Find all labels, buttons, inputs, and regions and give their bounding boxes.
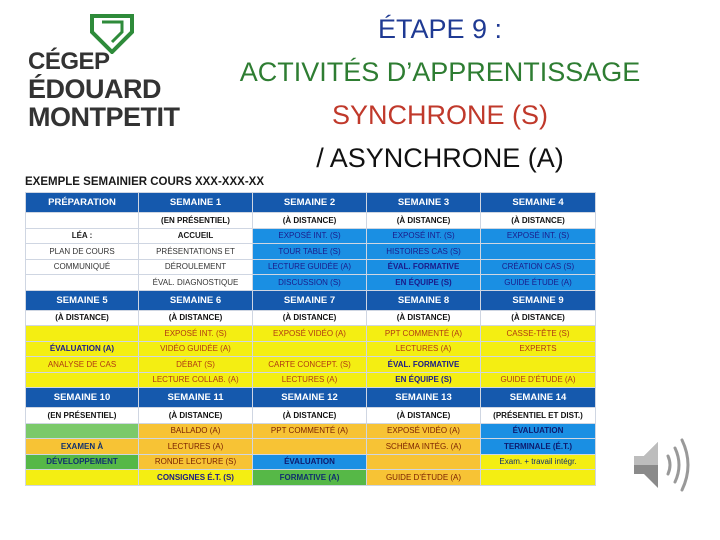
logo-line-3: MONTPETIT	[28, 102, 180, 132]
schedule-row	[26, 341, 596, 357]
activity-cell	[26, 470, 139, 486]
schedule-header-row	[26, 193, 596, 213]
schedule-row	[26, 244, 596, 260]
activity-cell: PRÉSENTATIONS ET	[139, 244, 253, 260]
mode-cell: (EN PRÉSENTIEL)	[139, 213, 253, 229]
activity-cell: EXPOSÉ VIDÉO (A)	[253, 326, 367, 342]
activity-cell: EN ÉQUIPE (S)	[367, 275, 481, 291]
activity-cell: EXPOSÉ VIDÉO (A)	[367, 423, 481, 439]
activity-cell: LECTURE COLLAB. (A)	[139, 372, 253, 388]
header-cell: SEMAINE 1	[139, 193, 253, 213]
activity-cell: EXPOSÉ INT. (S)	[481, 228, 596, 244]
cegep-logo	[28, 14, 180, 132]
schedule-caption: EXEMPLE SEMAINIER COURS XXX-XXX-XX	[25, 176, 264, 188]
activity-cell: DÉROULEMENT	[139, 259, 253, 275]
activity-cell: EXPERTS	[481, 341, 596, 357]
header-cell: SEMAINE 11	[139, 388, 253, 408]
activity-cell	[26, 423, 139, 439]
activity-cell: VIDÉO GUIDÉE (A)	[139, 341, 253, 357]
schedule-table	[25, 192, 596, 486]
header-cell: SEMAINE 6	[139, 290, 253, 310]
activity-cell: CARTE CONCEPT. (S)	[253, 357, 367, 373]
mode-cell: (À DISTANCE)	[139, 310, 253, 326]
activity-cell: HISTOIRES CAS (S)	[367, 244, 481, 260]
activity-cell: EXPOSÉ INT. (S)	[367, 228, 481, 244]
schedule-row	[26, 228, 596, 244]
activity-cell: EN ÉQUIPE (S)	[367, 372, 481, 388]
activity-cell: CONSIGNES É.T. (S)	[139, 470, 253, 486]
activity-cell	[253, 439, 367, 455]
activity-cell: GUIDE D’ÉTUDE (A)	[481, 372, 596, 388]
activity-cell: EXAMEN À	[26, 439, 139, 455]
mode-cell: (À DISTANCE)	[26, 310, 139, 326]
schedule-header-row	[26, 290, 596, 310]
activity-cell: SCHÉMA INTÉG. (A)	[367, 439, 481, 455]
activity-cell: COMMUNIQUÉ	[26, 259, 139, 275]
schedule-row	[26, 423, 596, 439]
schedule-row	[26, 357, 596, 373]
schedule-row	[26, 439, 596, 455]
header-cell: SEMAINE 12	[253, 388, 367, 408]
header-cell: SEMAINE 13	[367, 388, 481, 408]
activity-cell: LECTURES (A)	[367, 341, 481, 357]
activity-cell: ÉVALUATION	[253, 454, 367, 470]
logo-line-1: CÉGEP	[28, 48, 110, 75]
schedule-row	[26, 454, 596, 470]
title-line-2: ACTIVITÉS D’APPRENTISSAGE	[239, 57, 641, 87]
activity-cell: PLAN DE COURS	[26, 244, 139, 260]
activity-cell: EXPOSÉ INT. (S)	[253, 228, 367, 244]
activity-cell: LÉA :	[26, 228, 139, 244]
activity-cell: ACCUEIL	[139, 228, 253, 244]
mode-cell: (PRÉSENTIEL ET DIST.)	[481, 408, 596, 424]
activity-cell: ANALYSE DE CAS	[26, 357, 139, 373]
title-line-1: ÉTAPE 9 :	[377, 14, 503, 44]
activity-cell: ÉVAL. FORMATIVE	[367, 357, 481, 373]
mode-cell	[26, 213, 139, 229]
schedule-header-row	[26, 388, 596, 408]
speaker-icon[interactable]	[628, 432, 696, 503]
header-cell: SEMAINE 7	[253, 290, 367, 310]
header-cell: SEMAINE 3	[367, 193, 481, 213]
activity-cell: GUIDE D’ÉTUDE (A)	[367, 470, 481, 486]
activity-cell: ÉVAL. FORMATIVE	[367, 259, 481, 275]
activity-cell: GUIDE ÉTUDE (A)	[481, 275, 596, 291]
activity-cell	[253, 341, 367, 357]
title-line-3: SYNCHRONE (S)	[331, 100, 548, 130]
activity-cell: FORMATIVE (A)	[253, 470, 367, 486]
mode-cell: (À DISTANCE)	[367, 310, 481, 326]
header-cell: SEMAINE 5	[26, 290, 139, 310]
mode-cell: (À DISTANCE)	[253, 408, 367, 424]
mode-cell: (À DISTANCE)	[481, 213, 596, 229]
activity-cell: TERMINALE (É.T.)	[481, 439, 596, 455]
activity-cell	[26, 275, 139, 291]
schedule-row	[26, 470, 596, 486]
schedule-row	[26, 259, 596, 275]
mode-cell: (À DISTANCE)	[367, 213, 481, 229]
activity-cell	[481, 357, 596, 373]
schedule-row	[26, 372, 596, 388]
title-line-4: / ASYNCHRONE (A)	[316, 143, 564, 173]
mode-cell: (À DISTANCE)	[481, 310, 596, 326]
activity-cell: DÉBAT (S)	[139, 357, 253, 373]
activity-cell: LECTURES (A)	[139, 439, 253, 455]
schedule-row	[26, 326, 596, 342]
header-cell: PRÉPARATION	[26, 193, 139, 213]
activity-cell: LECTURE GUIDÉE (A)	[253, 259, 367, 275]
activity-cell: PPT COMMENTÉ (A)	[367, 326, 481, 342]
schedule-mode-row	[26, 213, 596, 229]
activity-cell: RONDE LECTURE (S)	[139, 454, 253, 470]
activity-cell: ÉVALUATION (A)	[26, 341, 139, 357]
header-cell: SEMAINE 2	[253, 193, 367, 213]
schedule-mode-row	[26, 408, 596, 424]
activity-cell: EXPOSÉ INT. (S)	[139, 326, 253, 342]
mode-cell: (À DISTANCE)	[367, 408, 481, 424]
header-cell: SEMAINE 8	[367, 290, 481, 310]
activity-cell: TOUR TABLE (S)	[253, 244, 367, 260]
logo-line-2: ÉDOUARD	[28, 74, 162, 104]
activity-cell	[26, 326, 139, 342]
activity-cell	[481, 470, 596, 486]
header-cell: SEMAINE 14	[481, 388, 596, 408]
mode-cell: (À DISTANCE)	[253, 213, 367, 229]
activity-cell: DISCUSSION (S)	[253, 275, 367, 291]
mode-cell: (À DISTANCE)	[253, 310, 367, 326]
header-cell: SEMAINE 10	[26, 388, 139, 408]
activity-cell	[367, 454, 481, 470]
mode-cell: (EN PRÉSENTIEL)	[26, 408, 139, 424]
schedule-mode-row	[26, 310, 596, 326]
activity-cell: LECTURES (A)	[253, 372, 367, 388]
activity-cell	[481, 244, 596, 260]
activity-cell: ÉVAL. DIAGNOSTIQUE	[139, 275, 253, 291]
activity-cell: BALLADO (A)	[139, 423, 253, 439]
activity-cell	[26, 372, 139, 388]
activity-cell: PPT COMMENTÉ (A)	[253, 423, 367, 439]
header-cell: SEMAINE 9	[481, 290, 596, 310]
activity-cell: CASSE-TÊTE (S)	[481, 326, 596, 342]
slide-title	[190, 8, 690, 180]
mode-cell: (À DISTANCE)	[139, 408, 253, 424]
activity-cell: Exam. + travail intégr.	[481, 454, 596, 470]
activity-cell: ÉVALUATION	[481, 423, 596, 439]
schedule-row	[26, 275, 596, 291]
activity-cell: CRÉATION CAS (S)	[481, 259, 596, 275]
header-cell: SEMAINE 4	[481, 193, 596, 213]
activity-cell: DÉVELOPPEMENT	[26, 454, 139, 470]
